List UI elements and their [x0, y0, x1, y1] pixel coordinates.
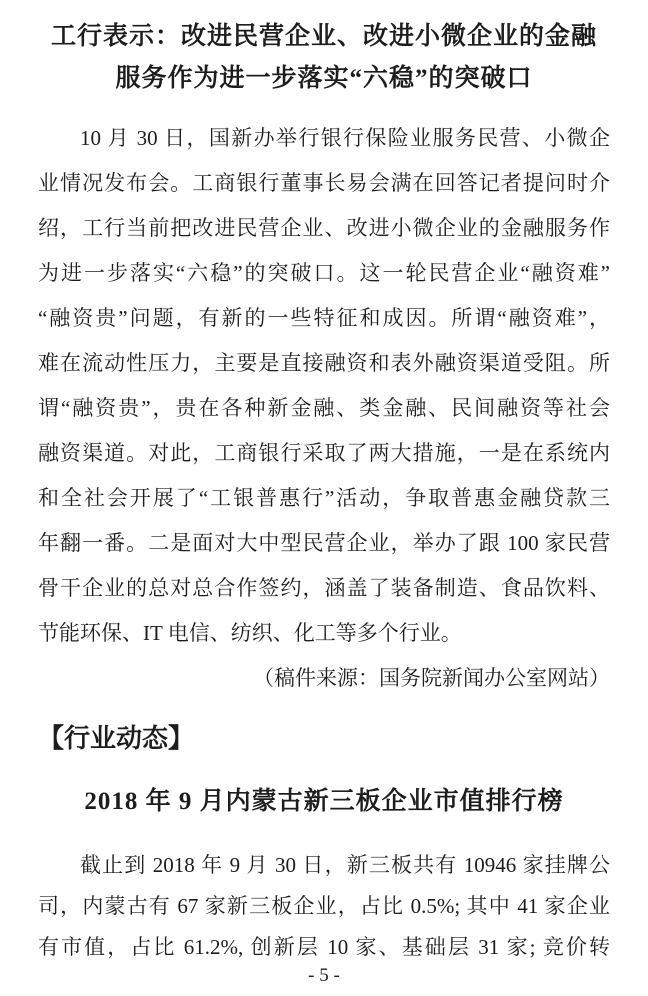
body-line: 骨干企业的总对总合作签约，涵盖了装备制造、食品饮料、 — [38, 576, 610, 600]
body-line: 司，内蒙古有 67 家新三板企业，占比 0.5%; 其中 41 家企业 — [38, 894, 610, 918]
article2-title: 2018 年 9 月内蒙古新三板企业市值排行榜 — [84, 788, 564, 815]
article1-title-line-2: 服务作为进一步落实“六稳”的突破口 — [115, 65, 533, 92]
body-line: 业情况发布会。工商银行董事长易会满在回答记者提问时介 — [38, 171, 610, 195]
article1-title-line-1: 工行表示：改进民营企业、改进小微企业的金融 — [50, 23, 597, 50]
body-line: 绍，工行当前把改进民营企业、改进小微企业的金融服务作 — [38, 216, 610, 240]
section-header-industry-news: 【行业动态】 — [38, 723, 195, 753]
body-line: 谓“融资贵”，贵在各种新金融、类金融、民间融资等社会 — [38, 396, 610, 420]
source-attribution: （稿件来源：国务院新闻办公室网站） — [253, 666, 610, 690]
body-line: 节能环保、IT 电信、纺织、化工等多个行业。 — [38, 621, 462, 645]
article1-body — [38, 116, 610, 656]
body-line: 和全社会开展了“工银普惠行”活动，争取普惠金融贷款三 — [38, 486, 610, 510]
article2-body — [38, 845, 610, 968]
page-number: - 5 - — [308, 965, 340, 986]
article1-title — [38, 16, 610, 100]
body-line: 截止到 2018 年 9 月 30 日，新三板共有 10946 家挂牌公 — [80, 853, 610, 877]
body-line: 难在流动性压力，主要是直接融资和表外融资渠道受阻。所 — [38, 351, 610, 375]
body-line: 为进一步落实“六稳”的突破口。这一轮民营企业“融资难” — [38, 261, 610, 285]
body-line: 年翻一番。二是面对大中型民营企业，举办了跟 100 家民营 — [38, 531, 610, 555]
body-line: “融资贵”问题，有新的一些特征和成因。所谓“融资难”， — [38, 306, 610, 330]
body-line: 有市值，占比 61.2%, 创新层 10 家、基础层 31 家; 竞价转 — [38, 935, 610, 959]
body-line: 10 月 30 日，国新办举行银行保险业服务民营、小微企 — [80, 126, 610, 150]
body-line: 融资渠道。对此，工商银行采取了两大措施，一是在系统内 — [38, 441, 610, 465]
